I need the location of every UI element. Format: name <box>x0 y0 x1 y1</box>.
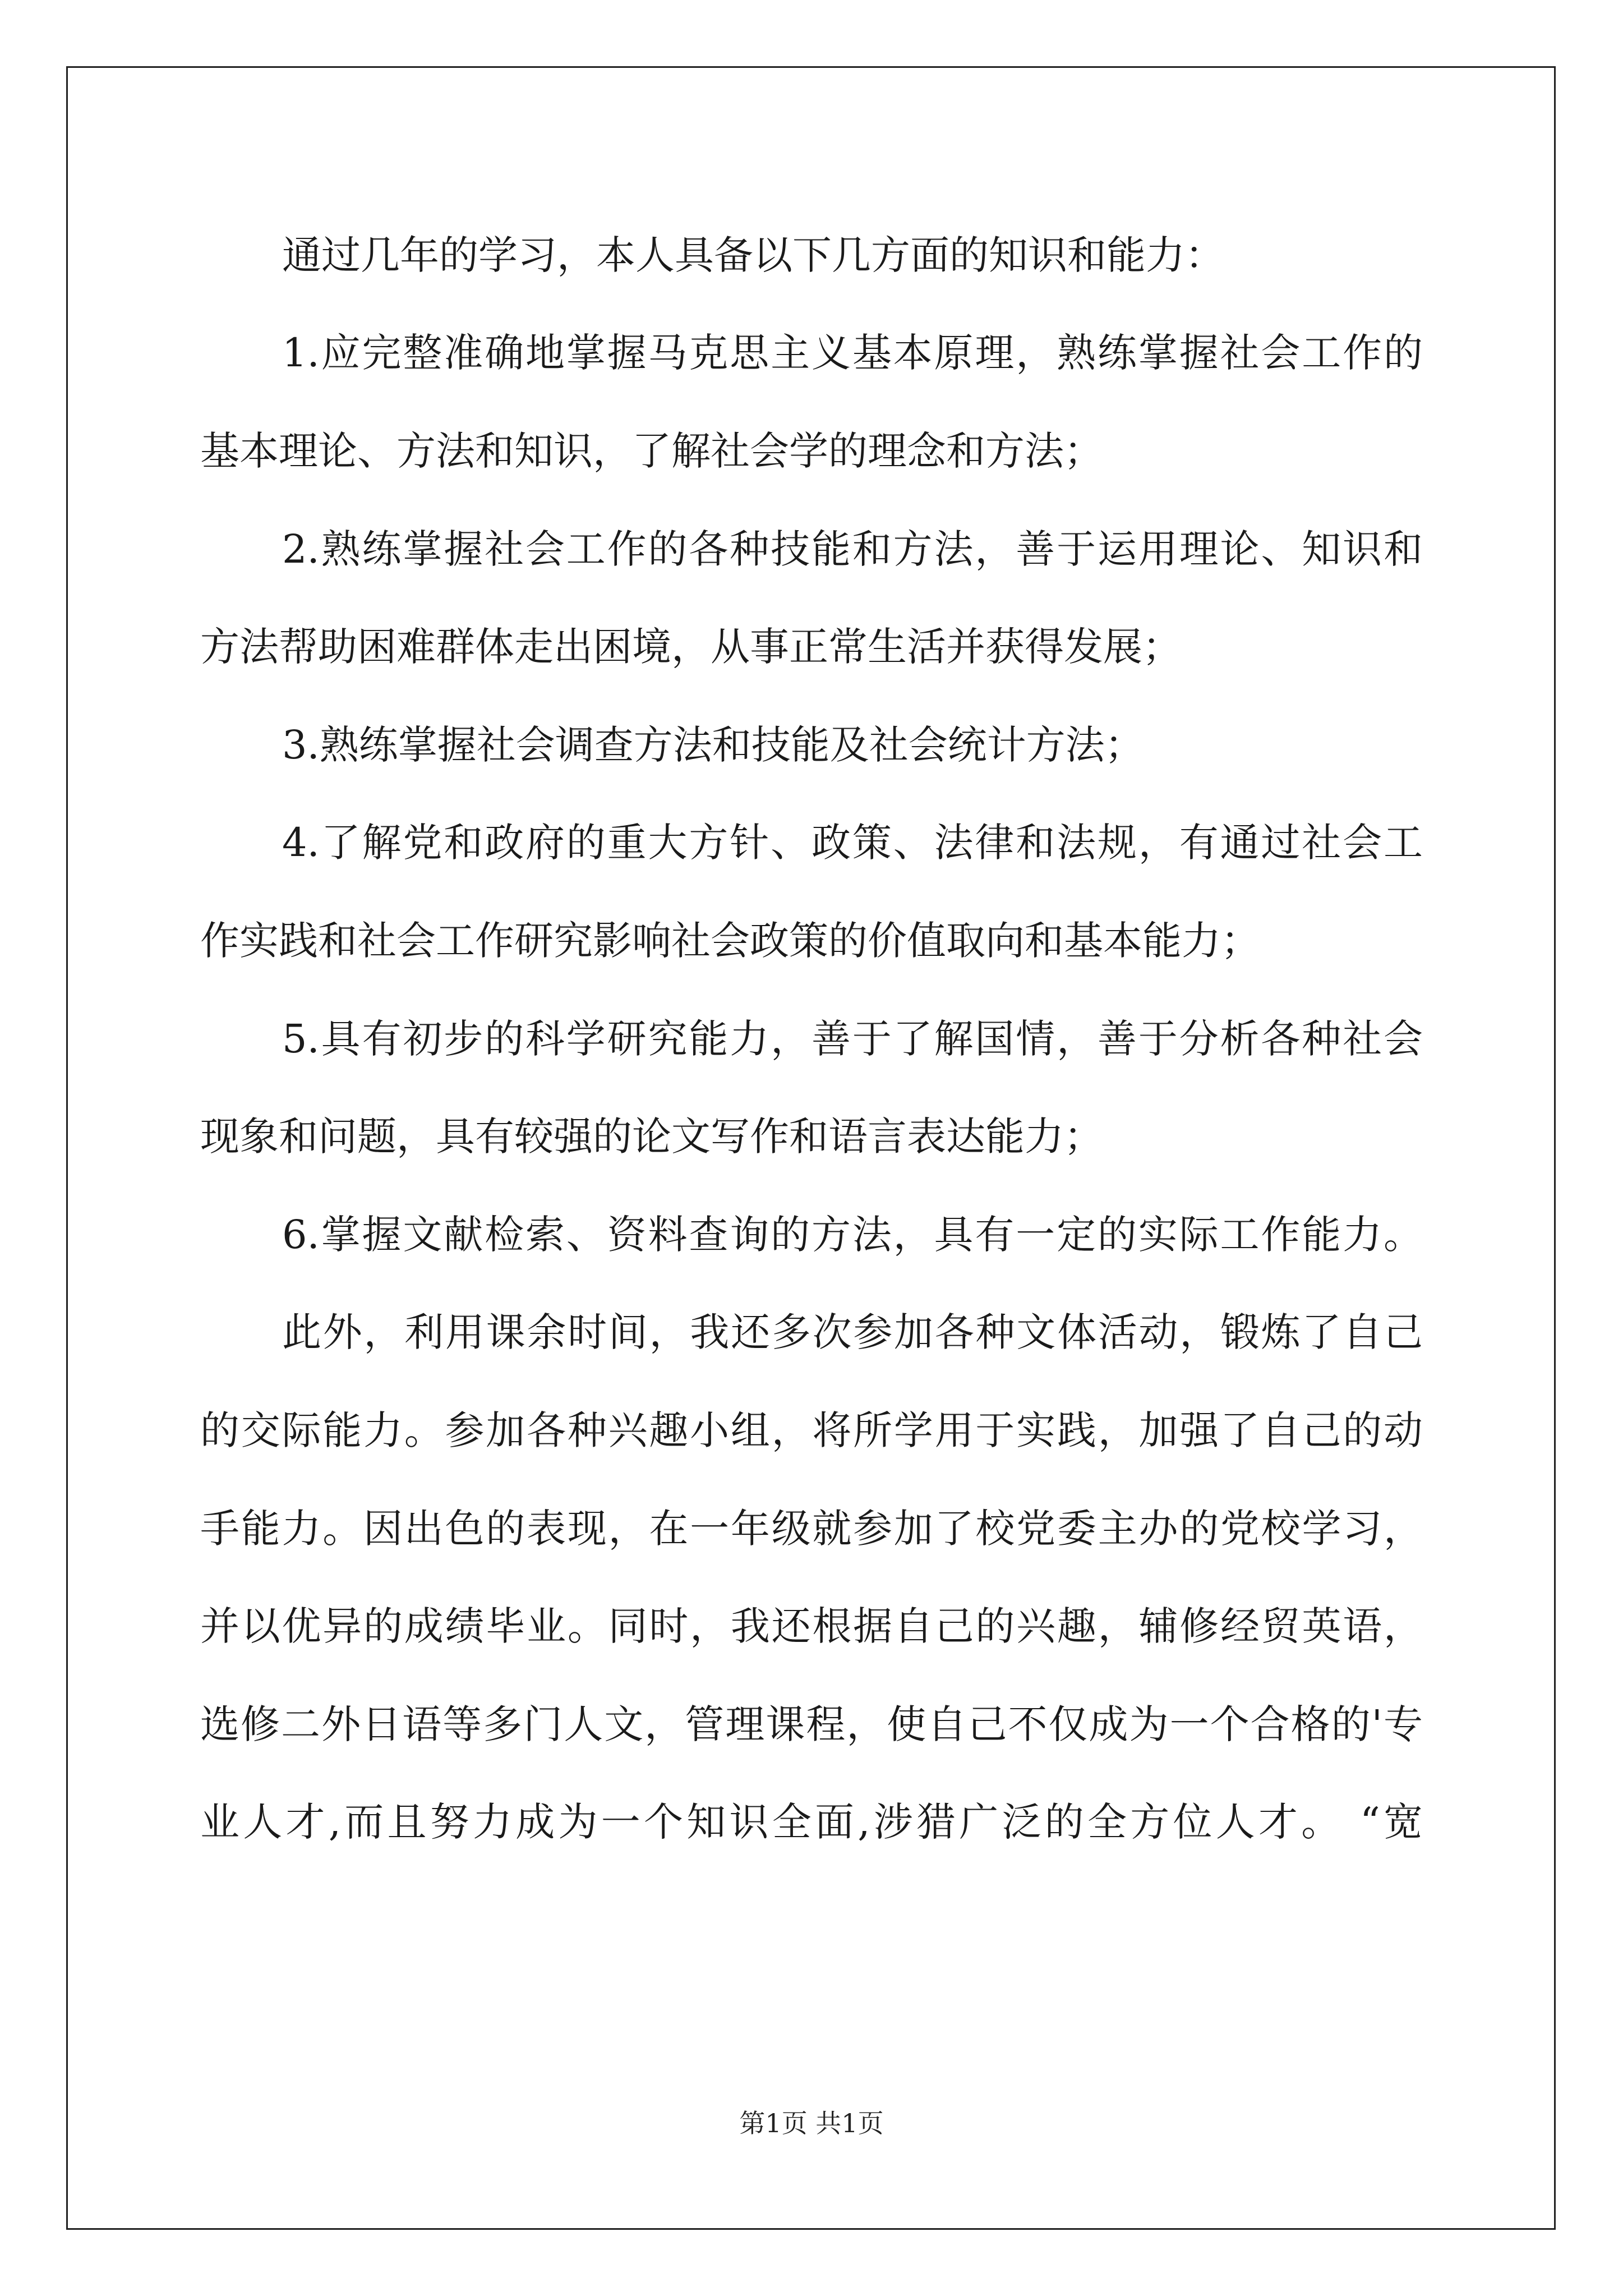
paragraph-extra-line-3: 手能力。因出色的表现，在一年级就参加了校党委主办的党校学习， <box>200 1506 1423 1552</box>
page-number-footer: 第1页 共1页 <box>739 2108 884 2138</box>
list-item-2-line-1: 2.熟练掌握社会工作的各种技能和方法，善于运用理论、知识和 <box>282 526 1423 572</box>
paragraph-extra-line-5: 选修二外日语等多门人文，管理课程，使自己不仅成为一个合格的'专 <box>200 1701 1423 1747</box>
list-item-1-line-2: 基本理论、方法和知识，了解社会学的理念和方法； <box>200 428 1103 474</box>
paragraph-extra-line-4: 并以优异的成绩毕业。同时，我还根据自己的兴趣，辅修经贸英语， <box>200 1603 1423 1649</box>
paragraph-extra-line-6: 业人才,而且努力成为一个知识全面,涉猎广泛的全方位人才。 “宽 <box>200 1799 1423 1845</box>
paragraph-extra-line-2: 的交际能力。参加各种兴趣小组，将所学用于实践，加强了自己的动 <box>200 1407 1423 1453</box>
list-item-4-line-2: 作实践和社会工作研究影响社会政策的价值取向和基本能力； <box>200 918 1260 964</box>
list-item-5-line-1: 5.具有初步的科学研究能力，善于了解国情，善于分析各种社会 <box>282 1016 1423 1062</box>
paragraph-extra-line-1: 此外，利用课余时间，我还多次参加各种文体活动，锻炼了自己 <box>282 1309 1423 1355</box>
paragraph-intro-line: 通过几年的学习，本人具备以下几方面的知识和能力： <box>282 232 1224 278</box>
list-item-5-line-2: 现象和问题，具有较强的论文写作和语言表达能力； <box>200 1114 1103 1159</box>
list-item-6-line-1: 6.掌握文献检索、资料查询的方法，具有一定的实际工作能力。 <box>282 1212 1423 1258</box>
list-item-3-line-1: 3.熟练掌握社会调查方法和技能及社会统计方法； <box>282 722 1144 768</box>
list-item-2-line-2: 方法帮助困难群体走出困境，从事正常生活并获得发展； <box>200 624 1182 670</box>
list-item-4-line-1: 4.了解党和政府的重大方针、政策、法律和法规，有通过社会工 <box>282 820 1423 866</box>
list-item-1-line-1: 1.应完整准确地掌握马克思主义基本原理，熟练掌握社会工作的 <box>282 330 1423 376</box>
